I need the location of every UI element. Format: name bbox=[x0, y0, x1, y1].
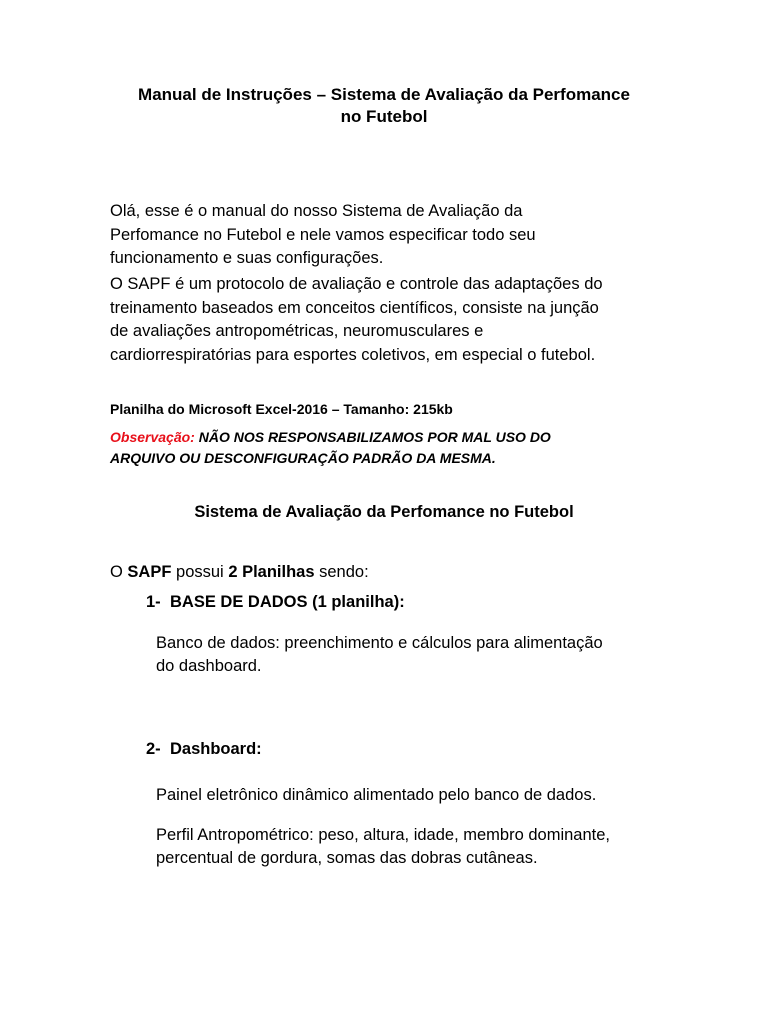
list-item-number: 1- bbox=[146, 593, 161, 611]
list-item-body-line: do dashboard. bbox=[156, 657, 262, 675]
intro-p1-line: funcionamento e suas configurações. bbox=[110, 249, 384, 267]
observation-text-line-2: ARQUIVO OU DESCONFIGURAÇÃO PADRÃO DA MESMA. bbox=[110, 450, 496, 466]
list-item-heading-2 bbox=[146, 738, 262, 761]
intro-p2-line: de avaliações antropométricas, neuromusculares e bbox=[110, 322, 484, 340]
file-info: Planilha do Microsoft Excel-2016 – Tamanho: 215kb bbox=[110, 401, 453, 417]
title-line-1: Manual de Instruções – Sistema de Avaliação da Perfomance bbox=[138, 85, 630, 104]
title-line-2: no Futebol bbox=[340, 107, 428, 126]
list-item-title: Dashboard: bbox=[170, 740, 262, 758]
list-item-body-line: percentual de gordura, somas das dobras cutâneas. bbox=[156, 849, 538, 867]
section-title: Sistema de Avaliação da Perfomance no Futebol bbox=[194, 503, 574, 521]
observation-label: Observação: bbox=[110, 429, 195, 445]
intro-p1-line: Olá, esse é o manual do nosso Sistema de Avaliação da bbox=[110, 202, 523, 220]
intro-p2-line: treinamento baseados em conceitos científicos, consiste na junção bbox=[110, 298, 599, 317]
list-item-number: 2- bbox=[146, 740, 161, 758]
intro-p1-line: Perfomance no Futebol e nele vamos especificar todo seu bbox=[110, 225, 536, 244]
sheets-count: 2 Planilhas bbox=[228, 563, 315, 581]
sheets-intro: O SAPF possui 2 Planilhas sendo: bbox=[110, 563, 369, 581]
list-item-body-2b bbox=[156, 824, 676, 870]
list-item-heading-1 bbox=[146, 591, 405, 614]
intro-paragraph-2 bbox=[110, 273, 670, 367]
list-item-body-line: Painel eletrônico dinâmico alimentado pelo banco de dados. bbox=[156, 786, 597, 804]
intro-p2-line: O SAPF é um protocolo de avaliação e controle das adaptações do bbox=[110, 275, 603, 293]
intro-paragraph-1 bbox=[110, 200, 670, 271]
document-title bbox=[100, 84, 668, 128]
list-item-body-line: Perfil Antropométrico: peso, altura, idade, membro dominante, bbox=[156, 826, 610, 844]
list-item-title: BASE DE DADOS (1 planilha): bbox=[170, 593, 405, 611]
intro-p2-line: cardiorrespiratórias para esportes coletivos, em especial o futebol. bbox=[110, 345, 596, 364]
list-item-body-2a bbox=[156, 784, 676, 807]
observation-text-line-1: NÃO NOS RESPONSABILIZAMOS POR MAL USO DO bbox=[194, 429, 551, 445]
list-item-body-line: Banco de dados: preenchimento e cálculos para alimentação bbox=[156, 634, 603, 652]
sapf-label: SAPF bbox=[127, 563, 172, 581]
observation-note bbox=[110, 427, 670, 469]
list-item-body-1 bbox=[156, 632, 676, 678]
